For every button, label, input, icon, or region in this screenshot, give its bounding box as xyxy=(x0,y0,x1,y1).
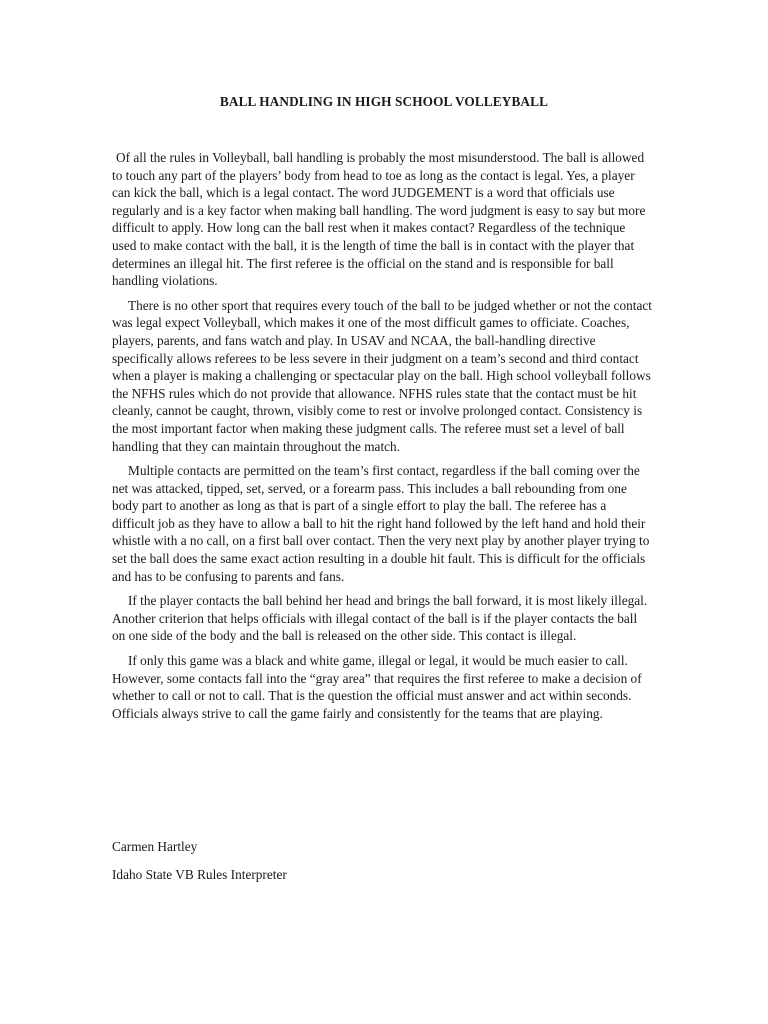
document-body xyxy=(112,149,652,729)
paragraph-3: Multiple contacts are permitted on the team’s first contact, regardless if the ball coming over the net was attacked, tipped, set, served, or a forearm pass. This includes a ball rebounding from one body part to another as long as that is part of a single effort to play the ball. The referee has a difficult job as they have to allow a ball to hit the right hand followed by the left hand and hold their whistle with a no call, on a first ball over contact. Then the very next play by another player trying to set the ball does the same exact action resulting in a double hit fault. This is difficult for the officials and has to be confusing to parents and fans. xyxy=(112,463,650,584)
signature-title: Idaho State VB Rules Interpreter xyxy=(112,867,287,882)
paragraph-5: If only this game was a black and white game, illegal or legal, it would be much easier to call. However, some contacts fall into the “gray area” that requires the first referee to make a decision of whether to call or not to call. That is the question the official must answer and act within seconds. Officials always strive to call the game fairly and consistently for the teams that are playing. xyxy=(112,653,642,721)
document-title: BALL HANDLING IN HIGH SCHOOL VOLLEYBALL xyxy=(219,94,549,109)
signature-name: Carmen Hartley xyxy=(112,839,198,854)
paragraph-1: Of all the rules in Volleyball, ball handling is probably the most misunderstood. The ball is allowed to touch any part of the players’ body from head to toe as long as the contact is legal. Yes, a player can kick the ball, which is a legal contact. The word JUDGEMENT is a word that officials use regularly and is a key factor when making ball handling. The word judgment is easy to say but more difficult to apply. How long can the ball rest when it makes contact? Regardless of the technique used to make contact with the ball, it is the length of time the ball is in contact with the player that determines an illegal hit. The first referee is the official on the stand and is responsible for ball handling violations. xyxy=(112,150,646,289)
paragraph-4: If the player contacts the ball behind her head and brings the ball forward, it is most likely illegal. Another criterion that helps officials with illegal contact of the ball is if the player contacts the ball on one side of the body and the ball is released on the other side. This contact is illegal. xyxy=(112,593,648,644)
paragraph-2: There is no other sport that requires every touch of the ball to be judged whether or not the contact was legal expect Volleyball, which makes it one of the most difficult games to officiate. Coaches, players, parents, and fans watch and play. In USAV and NCAA, the ball-handling directive specifically allows referees to be less severe in their judgment on a team’s second and third contact when a player is making a challenging or spectacular play on the ball. High school volleyball follows the NFHS rules which do not provide that allowance. NFHS rules state that the contact must be hit cleanly, cannot be caught, thrown, visibly come to rest or involve prolonged contact. Consistency is the most important factor when making these judgment calls. The referee must set a level of ball handling that they can maintain throughout the match. xyxy=(112,297,652,454)
